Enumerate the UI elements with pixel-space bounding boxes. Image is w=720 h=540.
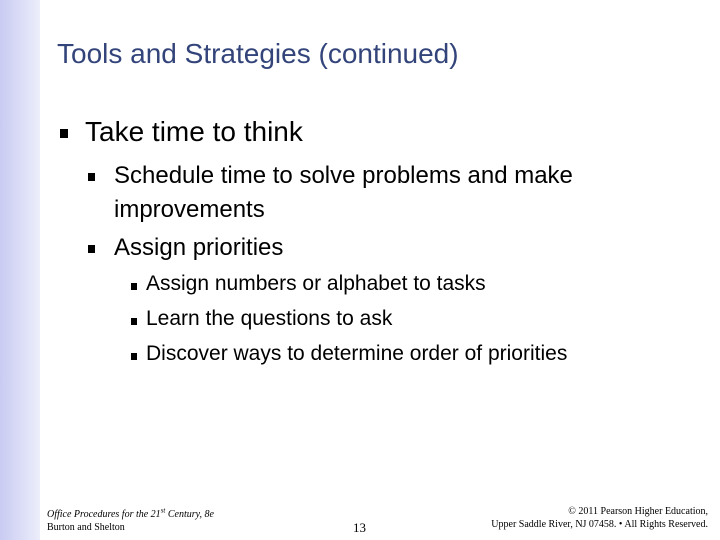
bullet-text: Assign numbers or alphabet to tasks bbox=[146, 272, 486, 295]
bullet-text-line1: Schedule time to solve problems and make bbox=[114, 162, 573, 189]
footer-authors: Burton and Shelton bbox=[47, 522, 125, 533]
footer-copyright bbox=[491, 505, 708, 531]
square-bullet-icon bbox=[131, 353, 137, 360]
square-bullet-icon bbox=[131, 283, 137, 290]
footer-book-title: Office Procedures for the 21st Century, 8e bbox=[47, 506, 214, 520]
bullet-text: Assign priorities bbox=[114, 234, 284, 261]
square-bullet-icon bbox=[60, 129, 68, 138]
square-bullet-icon bbox=[88, 173, 95, 181]
copyright-line2: Upper Saddle River, NJ 07458. • All Rights Reserved. bbox=[491, 519, 708, 530]
bullet-text-line2: improvements bbox=[114, 196, 265, 223]
left-decorative-bar bbox=[0, 0, 40, 540]
square-bullet-icon bbox=[131, 318, 137, 325]
bullet-text: Learn the questions to ask bbox=[146, 307, 393, 330]
footer-book-info bbox=[47, 508, 214, 534]
page-number: 13 bbox=[353, 520, 366, 535]
copyright-line1: © 2011 Pearson Higher Education, bbox=[568, 506, 708, 517]
slide-title: Tools and Strategies (continued) bbox=[57, 38, 459, 69]
bullet-text: Discover ways to determine order of priorities bbox=[146, 342, 568, 365]
bullet-text: Take time to think bbox=[85, 116, 303, 147]
square-bullet-icon bbox=[88, 245, 95, 253]
